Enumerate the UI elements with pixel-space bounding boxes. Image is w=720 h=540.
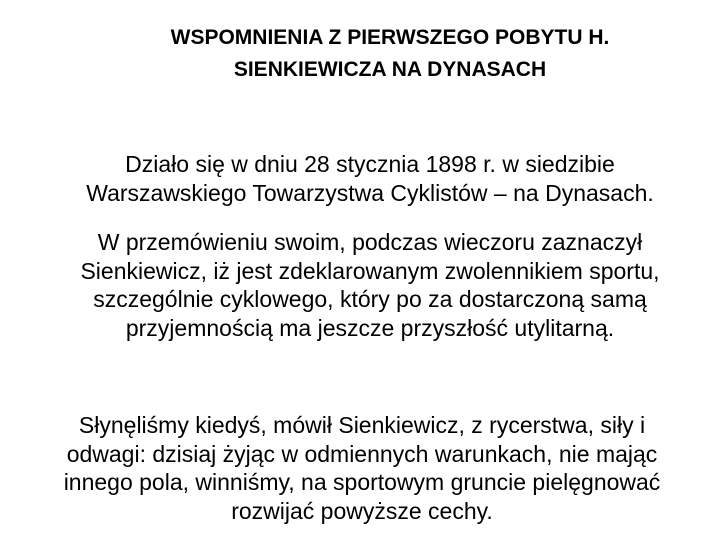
paragraph-line: Działo się w dniu 28 stycznia 1898 r. w siedzibie [125, 151, 615, 177]
title-line: WSPOMNIENIA Z PIERWSZEGO POBYTU H. [170, 26, 610, 49]
paragraph-line: Sienkiewicz, iż jest zdeklarowanym zwolennikiem sportu, [80, 257, 660, 284]
paragraph-line: W przemówieniu swoim, podczas wieczoru zaznaczył [97, 229, 643, 255]
paragraph-quote [0, 411, 720, 525]
paragraph-line: Słynęliśmy kiedyś, mówił Sienkiewicz, z rycerstwa, siły i [78, 412, 646, 438]
paragraph-line: przyjemnością ma jeszcze przyszłość utylitarną. [125, 314, 615, 341]
slide-title [60, 22, 720, 86]
paragraph-line: innego pola, winniśmy, na sportowym gruncie pielęgnować [63, 469, 661, 495]
paragraph-speech [0, 228, 720, 342]
title-line: SIENKIEWICZA NA DYNASACH [233, 58, 547, 81]
paragraph-line: odwagi: dzisiaj żyjąc w odmiennych warunkach, nie mając [66, 440, 658, 467]
paragraph-event [0, 150, 720, 207]
paragraph-line: Warszawskiego Towarzystwa Cyklistów – na Dynasach. [86, 179, 654, 206]
paragraph-line: szczególnie cyklowego, który po za dostarczoną samą [93, 286, 647, 312]
paragraph-line: rozwijać powyższe cechy. [231, 497, 493, 524]
